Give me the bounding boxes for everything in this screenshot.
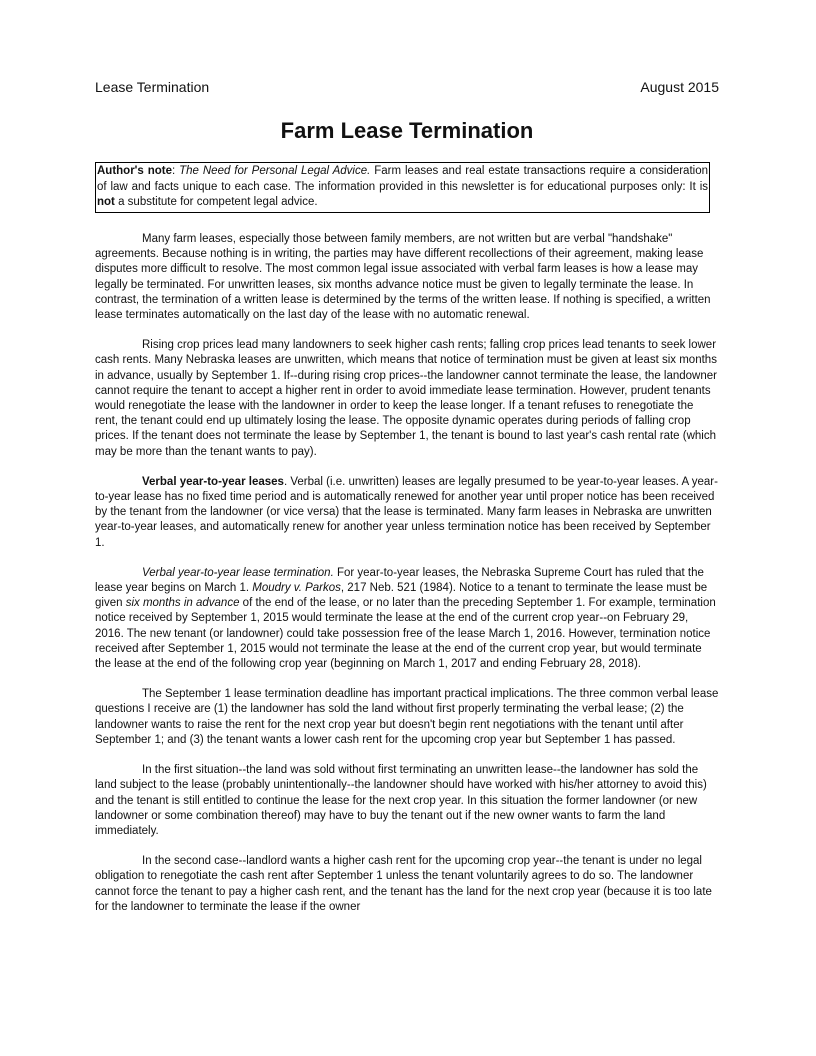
note-text-1: Farm leases and real estate transactions require a consideration of law and facts unique to each case. The information provided in this newsletter is for educational purposes only: It is <box>97 165 708 193</box>
case-citation: Moudry v. Parkos <box>252 582 341 595</box>
paragraph-5: The September 1 lease termination deadline has important practical implications. The three common verbal lease questions I receive are (1) the landowner has sold the land without first properly terminating the verbal lease; (2) the landowner wants to raise the rent for the next crop year but doesn't begin rent negotiations with the tenant until after September 1; and (3) the tenant wants a lower cash rent for the upcoming crop year but September 1 has passed. <box>95 688 719 746</box>
authors-note-box <box>95 162 710 213</box>
paragraph-2: Rising crop prices lead many landowners to seek higher cash rents; falling crop prices lead tenants to seek lower cash rents. Many Nebraska leases are unwritten, which means that notice of termination must be given at least six months in advance, usually by September 1. If--during rising crop prices--the landowner cannot terminate the lease, the landowner cannot require the tenant to accept a higher rent in order to avoid immediate lease termination. However, prudent tenants would renegotiate the lease with the landowner in order to keep the lease longer. If a tenant refuses to renegotiate the rent, the tenant could end up ultimately losing the lease. The opposite dynamic operates during periods of falling crop prices. If the tenant does not terminate the lease by September 1, the tenant is bound to last year's cash rental rate (which may be more than the tenant wants to pay). <box>95 339 717 458</box>
header-date: August 2015 <box>640 79 719 95</box>
header-section-title: Lease Termination <box>95 79 210 95</box>
paragraph-4-text-1: For year-to-year leases, the Nebraska Supreme Court has ruled that the lease year begins on March 1. <box>95 566 704 595</box>
paragraph-3-text: . Verbal (i.e. unwritten) leases are legally presumed to be year-to-year leases. A year-to-year lease has no fixed time period and is automatically renewed for another year until proper notice has been received by the tenant from the landowner (or vice versa) that the lease is terminated. Many farm leases in Nebraska are unwritten year-to-year leases, and automatically renew for another year unless termination notice has been received by September 1. <box>95 475 718 549</box>
paragraph-3 <box>95 475 719 551</box>
note-label: Author's note <box>97 165 173 177</box>
notice-period-emphasis: six months in advance <box>125 597 240 610</box>
paragraph-7: In the second case--landlord wants a higher cash rent for the upcoming crop year--the tenant is under no legal obligation to renegotiate the cash rent after September 1 unless the tenant voluntarily agrees to do so. The landowner cannot force the tenant to pay a higher cash rent, and the tenant has the land for the next crop year (because it is too late for the landowner to terminate the lease if the owner <box>95 855 712 913</box>
note-separator: : <box>172 165 180 177</box>
paragraph-4-text-3: of the end of the lease, or no later than the preceding September 1. For example, termination notice received by September 1, 2015 would terminate the lease at the end of the current crop year--on February 29, 2016. The new tenant (or landowner) could take possession free of the lease March 1, 2016. However, termination notice received after September 1, 2015 would not terminate the lease at the end of the current crop year, but would terminate the lease at the end of the following crop year (beginning on March 1, 2017 and ending February 28, 2018). <box>95 597 716 671</box>
note-emphasis: not <box>97 196 115 208</box>
paragraph-4-text-2: , 217 Neb. 521 (1984). Notice to a tenant to terminate the lease must be given <box>95 582 708 610</box>
paragraph-4 <box>95 566 719 672</box>
article-body <box>95 232 719 930</box>
note-heading: The Need for Personal Legal Advice. <box>179 165 371 177</box>
paragraph-3-heading: Verbal year-to-year leases <box>142 475 284 488</box>
running-header <box>95 79 719 99</box>
page-title: Farm Lease Termination <box>280 118 534 143</box>
paragraph-4-heading: Verbal year-to-year lease termination. <box>142 566 334 579</box>
note-text-2: a substitute for competent legal advice. <box>114 196 318 208</box>
paragraph-6: In the first situation--the land was sold without first terminating an unwritten lease--the landowner has sold the land subject to the lease (probably unintentionally--the landowner should have worked with his/her attorney to avoid this) and the tenant is still entitled to continue the lease for the next crop year. In this situation the former landowner (or new landowner or some combination thereof) may have to buy the tenant out if the new owner wants to farm the land immediately. <box>95 764 707 837</box>
paragraph-1: Many farm leases, especially those between family members, are not written but are verbal "handshake" agreements. Because nothing is in writing, the parties may have different recollections of their agreement, making lease disputes more difficult to resolve. The most common legal issue associated with verbal farm leases is how a lease may legally be terminated. For unwritten leases, six months advance notice must be given to legally terminate the lease. In contrast, the termination of a written lease is determined by the terms of the written lease. If nothing is specified, a written lease terminates automatically on the last day of the lease with no automatic renewal. <box>95 233 711 322</box>
